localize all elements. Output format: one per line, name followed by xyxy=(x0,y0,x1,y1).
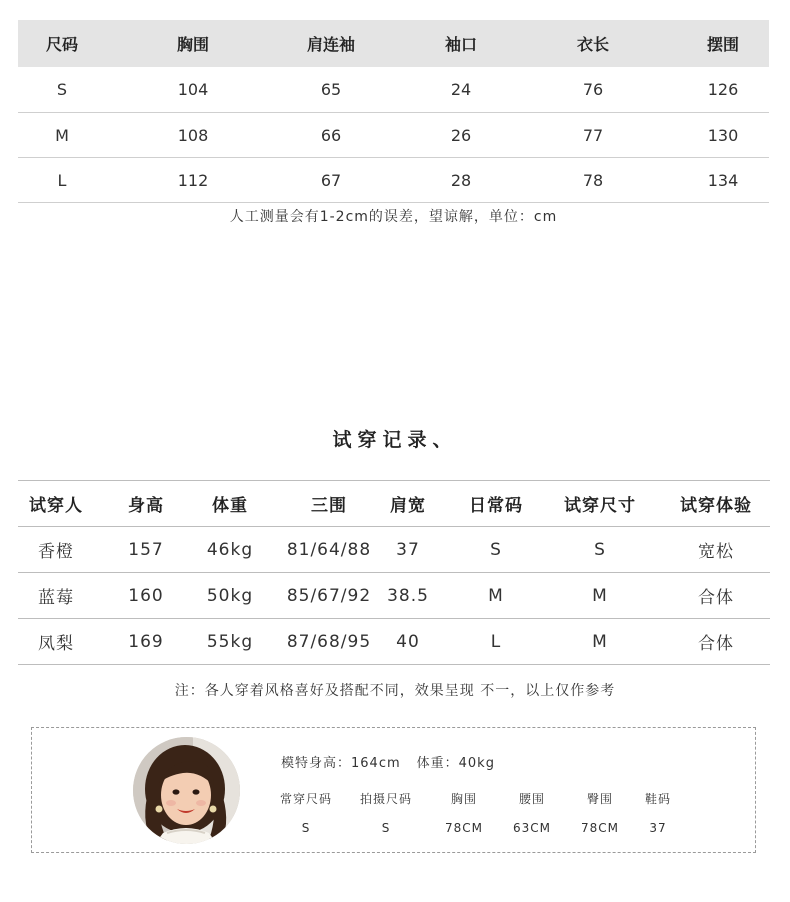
table-cell: 66 xyxy=(320,125,342,145)
table-cell: 157 xyxy=(128,539,164,560)
table-cell: M xyxy=(592,631,608,652)
table-row xyxy=(18,67,769,113)
try-header-tester: 试穿人 xyxy=(29,496,83,516)
table-cell: 38.5 xyxy=(387,585,429,606)
model-header-waist: 腰围 xyxy=(518,792,545,806)
size-header-cuff: 袖口 xyxy=(444,35,477,54)
table-cell: 160 xyxy=(128,585,164,606)
table-cell: 85/67/92 xyxy=(286,585,372,606)
table-cell: 凤梨 xyxy=(38,634,74,654)
table-cell: 77 xyxy=(582,125,604,145)
table-cell: M xyxy=(592,585,608,606)
table-cell: 112 xyxy=(177,170,209,190)
try-on-table xyxy=(18,480,770,665)
table-cell: S xyxy=(490,539,502,560)
table-cell: L xyxy=(490,631,502,652)
model-stats xyxy=(281,752,495,771)
table-cell: 28 xyxy=(450,170,472,190)
model-header-usual-size: 常穿尺码 xyxy=(279,792,332,806)
table-row xyxy=(18,158,769,203)
table-cell: S xyxy=(594,539,606,560)
model-weight: 体重：40kg xyxy=(416,756,495,771)
table-cell: 宽松 xyxy=(698,542,734,562)
try-on-table-header xyxy=(18,481,770,527)
size-table-header xyxy=(18,20,769,67)
table-cell: 130 xyxy=(707,125,739,145)
model-header-shoot-size: 拍摄尺码 xyxy=(359,792,412,806)
table-cell: 合体 xyxy=(698,634,734,654)
table-cell: 24 xyxy=(450,80,472,99)
try-header-daily-size: 日常码 xyxy=(469,496,523,516)
model-value-hip: 78CM xyxy=(580,821,619,835)
table-cell: L xyxy=(57,170,67,190)
size-header-shoulder-sleeve: 肩连袖 xyxy=(306,35,355,54)
table-cell: M xyxy=(488,585,504,606)
table-cell: 55kg xyxy=(206,631,254,652)
table-row xyxy=(18,113,769,158)
table-row xyxy=(18,619,770,665)
table-cell: 合体 xyxy=(698,588,734,608)
table-cell: 40 xyxy=(396,631,420,652)
table-cell: 蓝莓 xyxy=(38,588,74,608)
size-header-length: 衣长 xyxy=(576,35,609,54)
table-cell: 104 xyxy=(177,80,209,99)
try-header-experience: 试穿体验 xyxy=(680,496,752,516)
table-cell: 126 xyxy=(707,80,739,99)
model-header-bust: 胸围 xyxy=(450,792,477,806)
model-value-usual-size: S xyxy=(301,821,311,835)
model-portrait-icon xyxy=(133,737,240,844)
try-header-height: 身高 xyxy=(128,496,164,516)
table-cell: 67 xyxy=(320,170,342,190)
table-cell: 46kg xyxy=(206,539,254,560)
table-cell: 81/64/88 xyxy=(286,539,372,560)
model-avatar xyxy=(133,737,240,844)
try-on-title: 试穿记录、 xyxy=(332,429,458,451)
table-cell: 65 xyxy=(320,80,342,99)
table-cell: 78 xyxy=(582,170,604,190)
try-on-note: 注：各人穿着风格喜好及搭配不同，效果呈现 不一，以上仅作参考 xyxy=(174,683,616,699)
model-value-waist: 63CM xyxy=(512,821,551,835)
table-row xyxy=(18,527,770,573)
size-header-size: 尺码 xyxy=(45,35,78,54)
try-header-weight: 体重 xyxy=(212,496,248,516)
try-header-tried-size: 试穿尺寸 xyxy=(564,496,636,516)
model-value-bust: 78CM xyxy=(444,821,483,835)
model-value-shoe: 37 xyxy=(649,821,667,835)
table-row xyxy=(18,573,770,619)
size-header-hem: 摆围 xyxy=(706,35,739,54)
table-cell: 50kg xyxy=(206,585,254,606)
table-cell: 26 xyxy=(450,125,472,145)
table-cell: 37 xyxy=(396,539,420,560)
model-header-shoe: 鞋码 xyxy=(644,792,671,806)
model-height: 模特身高：164cm xyxy=(281,756,401,771)
size-header-bust: 胸围 xyxy=(176,35,209,54)
table-cell: M xyxy=(55,125,69,145)
table-cell: 香橙 xyxy=(38,542,74,562)
table-cell: 134 xyxy=(707,170,739,190)
table-cell: 87/68/95 xyxy=(286,631,372,652)
table-cell: 76 xyxy=(582,80,604,99)
try-header-measurements: 三围 xyxy=(311,496,347,516)
table-cell: 108 xyxy=(177,125,209,145)
try-header-shoulder: 肩宽 xyxy=(390,496,426,516)
table-cell: S xyxy=(56,80,68,99)
size-measurement-note: 人工测量会有1-2cm的误差，望谅解，单位：cm xyxy=(229,209,558,225)
model-header-hip: 臀围 xyxy=(586,792,613,806)
size-table xyxy=(18,20,769,203)
table-cell: 169 xyxy=(128,631,164,652)
model-value-shoot-size: S xyxy=(381,821,391,835)
model-info-card xyxy=(31,727,756,853)
